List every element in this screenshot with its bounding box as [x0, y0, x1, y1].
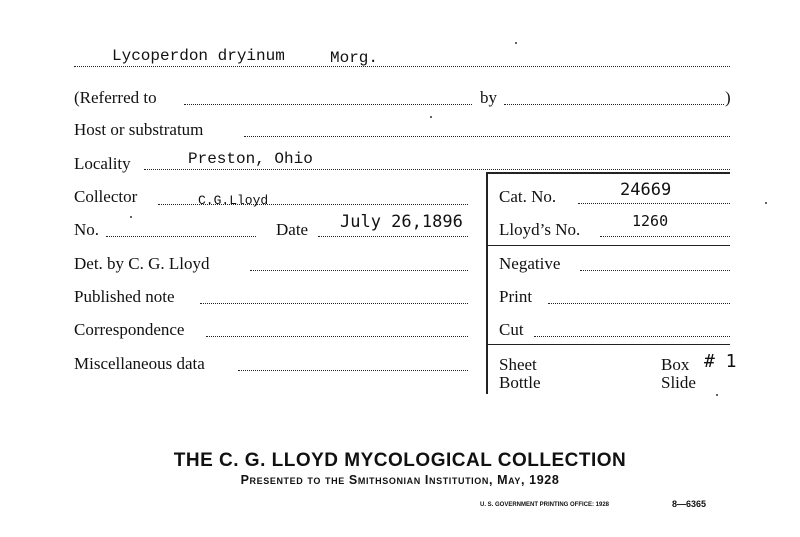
- negative-label: Negative: [499, 254, 561, 273]
- collector-value: C.G.Lloyd: [198, 193, 269, 208]
- referred-to-line: [184, 104, 472, 105]
- lloyds-no-line: [600, 236, 730, 237]
- bottle-label: Bottle: [499, 373, 541, 392]
- cat-no-value: 24669: [620, 180, 672, 200]
- slide-label: Slide: [661, 373, 696, 392]
- sheet-label: Sheet: [499, 355, 537, 374]
- box-divider-2: [486, 344, 730, 345]
- scan-speck: [765, 202, 767, 204]
- published-note-line: [200, 303, 468, 304]
- specimen-author: Morg.: [330, 49, 379, 67]
- collector-line: [158, 204, 468, 205]
- box-divider: [486, 245, 730, 246]
- locality-value: Preston, Ohio: [188, 150, 313, 168]
- lloyds-no-value: 1260: [632, 212, 669, 230]
- scan-speck: [130, 216, 132, 218]
- det-by-label: Det. by C. G. Lloyd: [74, 254, 210, 273]
- host-label: Host or substratum: [74, 120, 204, 139]
- form-number: 8—6365: [672, 499, 707, 509]
- specimen-name: Lycoperdon dryinum: [112, 47, 285, 65]
- cat-no-line: [578, 203, 730, 204]
- by-label: by: [480, 88, 497, 107]
- cut-label: Cut: [499, 320, 524, 339]
- negative-line: [580, 270, 730, 271]
- locality-line: [144, 169, 730, 170]
- box-label: Box: [661, 355, 690, 374]
- name-underline: [74, 66, 730, 67]
- date-label: Date: [276, 220, 309, 239]
- date-line: [318, 236, 468, 237]
- no-label: No.: [74, 220, 100, 239]
- printing-office-note: U. S. GOVERNMENT PRINTING OFFICE: 1928: [480, 502, 610, 508]
- scan-speck: [515, 42, 517, 44]
- det-by-line: [250, 270, 468, 271]
- date-value: July 26,1896: [340, 212, 463, 232]
- by-line: [504, 104, 724, 105]
- print-label: Print: [499, 287, 533, 306]
- box-top-border: [486, 172, 730, 174]
- host-line: [244, 136, 730, 137]
- collection-title: THE C. G. LLOYD MYCOLOGICAL COLLECTION: [173, 450, 627, 471]
- published-note-label: Published note: [74, 287, 175, 306]
- scan-speck: [430, 116, 432, 118]
- collector-label: Collector: [74, 187, 138, 206]
- cut-line: [534, 336, 730, 337]
- collection-subtitle: Presented to the Smithsonian Institution, May, 1928: [240, 473, 560, 487]
- close-paren: ): [725, 88, 731, 107]
- print-line: [548, 303, 730, 304]
- scan-speck: [716, 394, 718, 396]
- misc-line: [238, 370, 468, 371]
- referred-to-label: (Referred to: [74, 88, 157, 107]
- misc-label: Miscellaneous data: [74, 354, 205, 373]
- box-left-border: [486, 172, 488, 394]
- correspondence-label: Correspondence: [74, 320, 185, 339]
- lloyds-no-label: Lloyd’s No.: [499, 220, 581, 239]
- cat-no-label: Cat. No.: [499, 187, 557, 206]
- correspondence-line: [206, 336, 468, 337]
- no-line: [106, 236, 256, 237]
- box-number-value: # 1: [704, 351, 737, 372]
- locality-label: Locality: [74, 154, 131, 173]
